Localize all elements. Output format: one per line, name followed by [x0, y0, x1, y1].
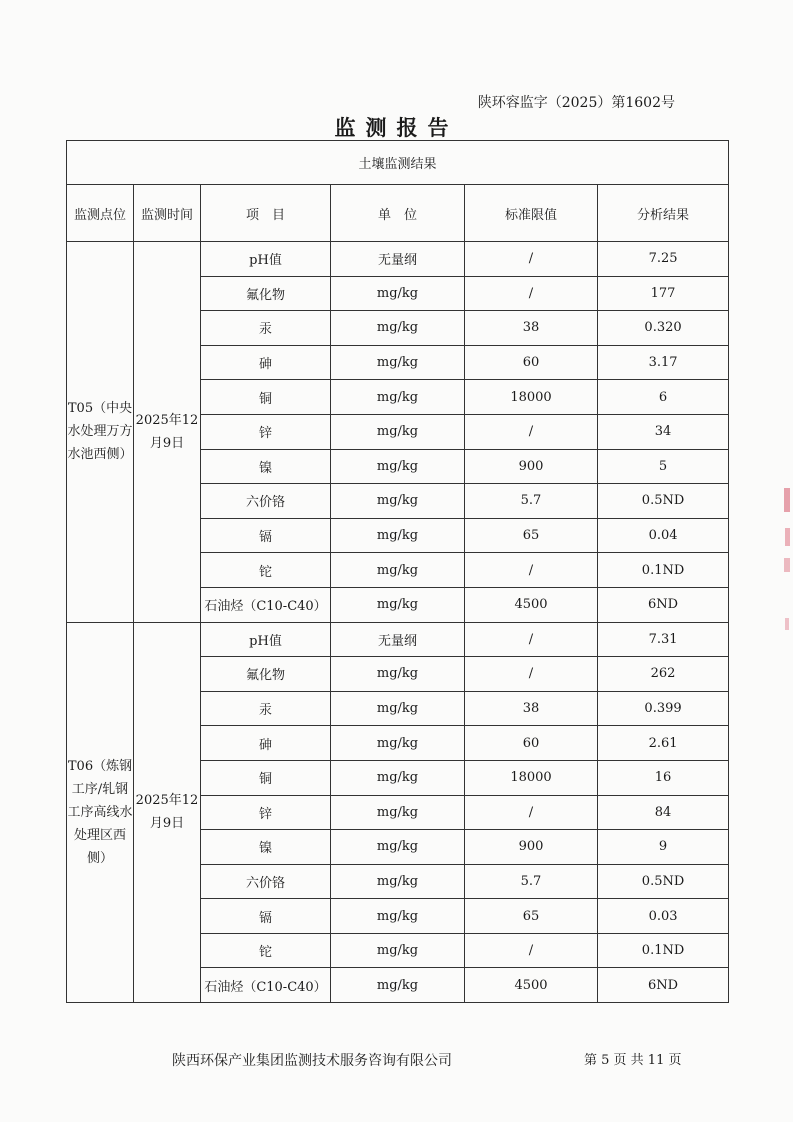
unit-cell: mg/kg [331, 484, 465, 519]
result-cell: 6ND [598, 587, 729, 622]
limit-cell: / [465, 276, 598, 311]
table-row [67, 622, 729, 657]
item-cell: 锌 [201, 414, 331, 449]
limit-cell: 60 [465, 345, 598, 380]
unit-cell: mg/kg [331, 691, 465, 726]
unit-cell: mg/kg [331, 933, 465, 968]
limit-cell: 5.7 [465, 484, 598, 519]
result-cell: 177 [598, 276, 729, 311]
item-cell: 铊 [201, 553, 331, 588]
header-time: 监测时间 [134, 185, 201, 242]
header-unit: 单 位 [331, 185, 465, 242]
item-cell: 镉 [201, 518, 331, 553]
result-cell: 0.320 [598, 311, 729, 346]
result-cell: 0.1ND [598, 933, 729, 968]
result-cell: 0.03 [598, 899, 729, 934]
item-cell: 铜 [201, 760, 331, 795]
item-cell: 镍 [201, 830, 331, 865]
item-cell: pH值 [201, 622, 331, 657]
unit-cell: mg/kg [331, 795, 465, 830]
item-cell: 六价铬 [201, 864, 331, 899]
result-cell: 0.5ND [598, 864, 729, 899]
limit-cell: 65 [465, 518, 598, 553]
header-point: 监测点位 [67, 185, 134, 242]
item-cell: 氟化物 [201, 276, 331, 311]
header-item: 项 目 [201, 185, 331, 242]
unit-cell: mg/kg [331, 864, 465, 899]
result-cell: 84 [598, 795, 729, 830]
item-cell: 锌 [201, 795, 331, 830]
result-cell: 16 [598, 760, 729, 795]
limit-cell: / [465, 553, 598, 588]
item-cell: 镍 [201, 449, 331, 484]
unit-cell: mg/kg [331, 726, 465, 761]
unit-cell: mg/kg [331, 968, 465, 1003]
page-title: 监测报告 [334, 115, 459, 140]
unit-cell: mg/kg [331, 657, 465, 692]
section-title: 土壤监测结果 [67, 141, 729, 185]
limit-cell: 18000 [465, 380, 598, 415]
item-cell: pH值 [201, 242, 331, 277]
result-cell: 7.25 [598, 242, 729, 277]
limit-cell: 38 [465, 691, 598, 726]
limit-cell: / [465, 242, 598, 277]
limit-cell: 65 [465, 899, 598, 934]
result-cell: 0.5ND [598, 484, 729, 519]
limit-cell: 5.7 [465, 864, 598, 899]
result-cell: 9 [598, 830, 729, 865]
unit-cell: mg/kg [331, 311, 465, 346]
soil-monitoring-table [66, 140, 729, 1003]
limit-cell: / [465, 622, 598, 657]
unit-cell: 无量纲 [331, 242, 465, 277]
monitoring-time: 2025年12月9日 [134, 622, 201, 1003]
result-cell: 0.04 [598, 518, 729, 553]
stamp-fragment [782, 488, 792, 638]
unit-cell: mg/kg [331, 414, 465, 449]
result-cell: 5 [598, 449, 729, 484]
result-cell: 0.399 [598, 691, 729, 726]
table-row [67, 242, 729, 277]
monitoring-point: T06（炼钢工序/轧钢工序高线水处理区西侧） [67, 622, 134, 1003]
result-cell: 6 [598, 380, 729, 415]
unit-cell: mg/kg [331, 380, 465, 415]
monitoring-point: T05（中央水处理万方水池西侧） [67, 242, 134, 623]
result-cell: 0.1ND [598, 553, 729, 588]
item-cell: 镉 [201, 899, 331, 934]
item-cell: 铊 [201, 933, 331, 968]
unit-cell: mg/kg [331, 345, 465, 380]
unit-cell: mg/kg [331, 760, 465, 795]
unit-cell: mg/kg [331, 899, 465, 934]
result-cell: 34 [598, 414, 729, 449]
item-cell: 砷 [201, 726, 331, 761]
limit-cell: / [465, 795, 598, 830]
limit-cell: 900 [465, 449, 598, 484]
unit-cell: mg/kg [331, 449, 465, 484]
unit-cell: mg/kg [331, 553, 465, 588]
unit-cell: mg/kg [331, 587, 465, 622]
result-cell: 3.17 [598, 345, 729, 380]
limit-cell: / [465, 657, 598, 692]
limit-cell: 38 [465, 311, 598, 346]
limit-cell: / [465, 933, 598, 968]
item-cell: 石油烃（C10-C40） [201, 587, 331, 622]
limit-cell: 900 [465, 830, 598, 865]
header-result: 分析结果 [598, 185, 729, 242]
item-cell: 砷 [201, 345, 331, 380]
item-cell: 汞 [201, 311, 331, 346]
result-cell: 7.31 [598, 622, 729, 657]
result-cell: 6ND [598, 968, 729, 1003]
unit-cell: 无量纲 [331, 622, 465, 657]
result-cell: 2.61 [598, 726, 729, 761]
item-cell: 六价铬 [201, 484, 331, 519]
limit-cell: 18000 [465, 760, 598, 795]
result-cell: 262 [598, 657, 729, 692]
limit-cell: 60 [465, 726, 598, 761]
unit-cell: mg/kg [331, 830, 465, 865]
limit-cell: 4500 [465, 587, 598, 622]
limit-cell: 4500 [465, 968, 598, 1003]
header-limit: 标准限值 [465, 185, 598, 242]
monitoring-time: 2025年12月9日 [134, 242, 201, 623]
footer-page-info: 第 5 页 共 11 页 [584, 1053, 682, 1068]
document-number: 陕环容监字（2025）第1602号 [477, 95, 675, 111]
item-cell: 铜 [201, 380, 331, 415]
limit-cell: / [465, 414, 598, 449]
footer-organization: 陕西环保产业集团监测技术服务咨询有限公司 [172, 1053, 452, 1069]
item-cell: 汞 [201, 691, 331, 726]
unit-cell: mg/kg [331, 518, 465, 553]
item-cell: 石油烃（C10-C40） [201, 968, 331, 1003]
unit-cell: mg/kg [331, 276, 465, 311]
item-cell: 氟化物 [201, 657, 331, 692]
